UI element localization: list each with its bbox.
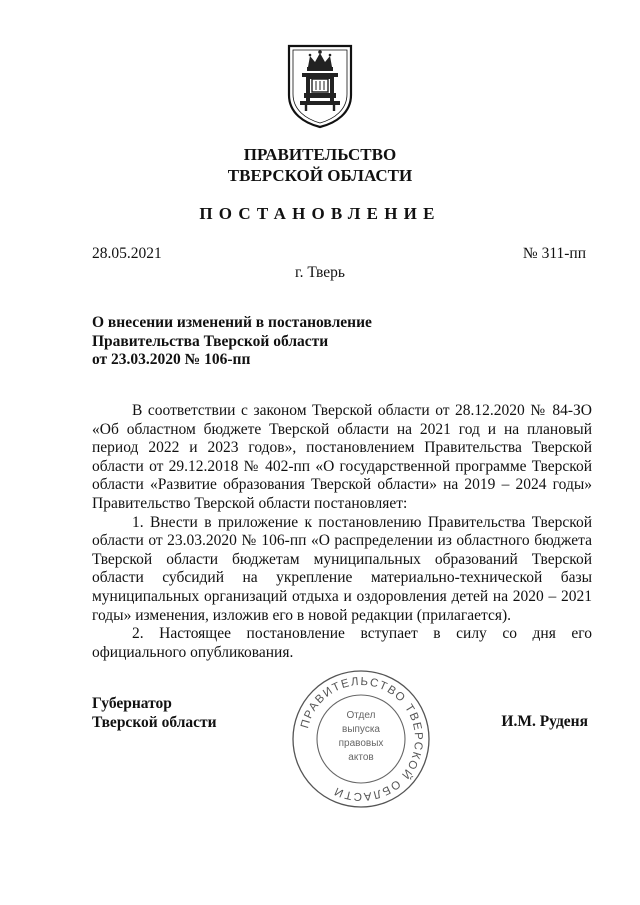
official-stamp	[290, 668, 432, 810]
stamp-text-line: актов	[348, 752, 374, 763]
resolution-item-2: 2. Настоящее постановление вступает в силу со дня его официального опубликования.	[92, 625, 592, 661]
signer-title-line: Губернатор	[92, 695, 172, 712]
document-subject	[92, 314, 412, 370]
document-type-title: ПОСТАНОВЛЕНИЕ	[199, 204, 441, 223]
stamp-text-line: Отдел	[346, 710, 376, 721]
organization-name-line2: ТВЕРСКОЙ ОБЛАСТИ	[227, 166, 413, 185]
organization-name-line1: ПРАВИТЕЛЬСТВО	[243, 145, 397, 164]
resolution-item-1: 1. Внести в приложение к постановлению Правительства Тверской области от 23.03.2020 № 106-пп «О распределении из областного бюджета Тверской области бюджетам муниципальных образований Тверской области субсидий на укрепление материально-технической базы муниципальных организаций отдыха и оздоровления детей на 2020 – 2021 годы» изменения, изложив его в новой редакции (прилагается).	[92, 513, 592, 624]
document-body	[92, 402, 592, 662]
subject-line: от 23.03.2020 № 106-пп	[92, 351, 251, 368]
preamble-paragraph: В соответствии с законом Тверской области от 28.12.2020 № 84-ЗО «Об областном бюджете Тверской области на 2021 год и на плановый период 2022 и 2023 годов», постановлением Правительства Тверской области от 29.12.2018 № 402-пп «О государственной программе Тверской области «Развитие образования Тверской области» на 2019 – 2024 годы» Правительство Тверской области постановляет:	[92, 402, 592, 512]
coat-of-arms-emblem	[286, 43, 354, 129]
signer-name: И.М. Руденя	[501, 713, 588, 730]
document-number: № 311-пп	[522, 245, 586, 262]
subject-line: О внесении изменений в постановление	[92, 314, 372, 331]
stamp-text-line: правовых	[338, 738, 384, 749]
signer-title	[92, 694, 217, 732]
signer-title-line: Тверской области	[92, 714, 217, 731]
stamp-ring-text: ПРАВИТЕЛЬСТВО ТВЕРСКОЙ ОБЛАСТИ	[299, 675, 425, 803]
document-city: г. Тверь	[295, 264, 345, 281]
stamp-text-line: выпуска	[342, 724, 380, 735]
document-date: 28.05.2021	[92, 245, 162, 262]
subject-line: Правительства Тверской области	[92, 332, 329, 350]
